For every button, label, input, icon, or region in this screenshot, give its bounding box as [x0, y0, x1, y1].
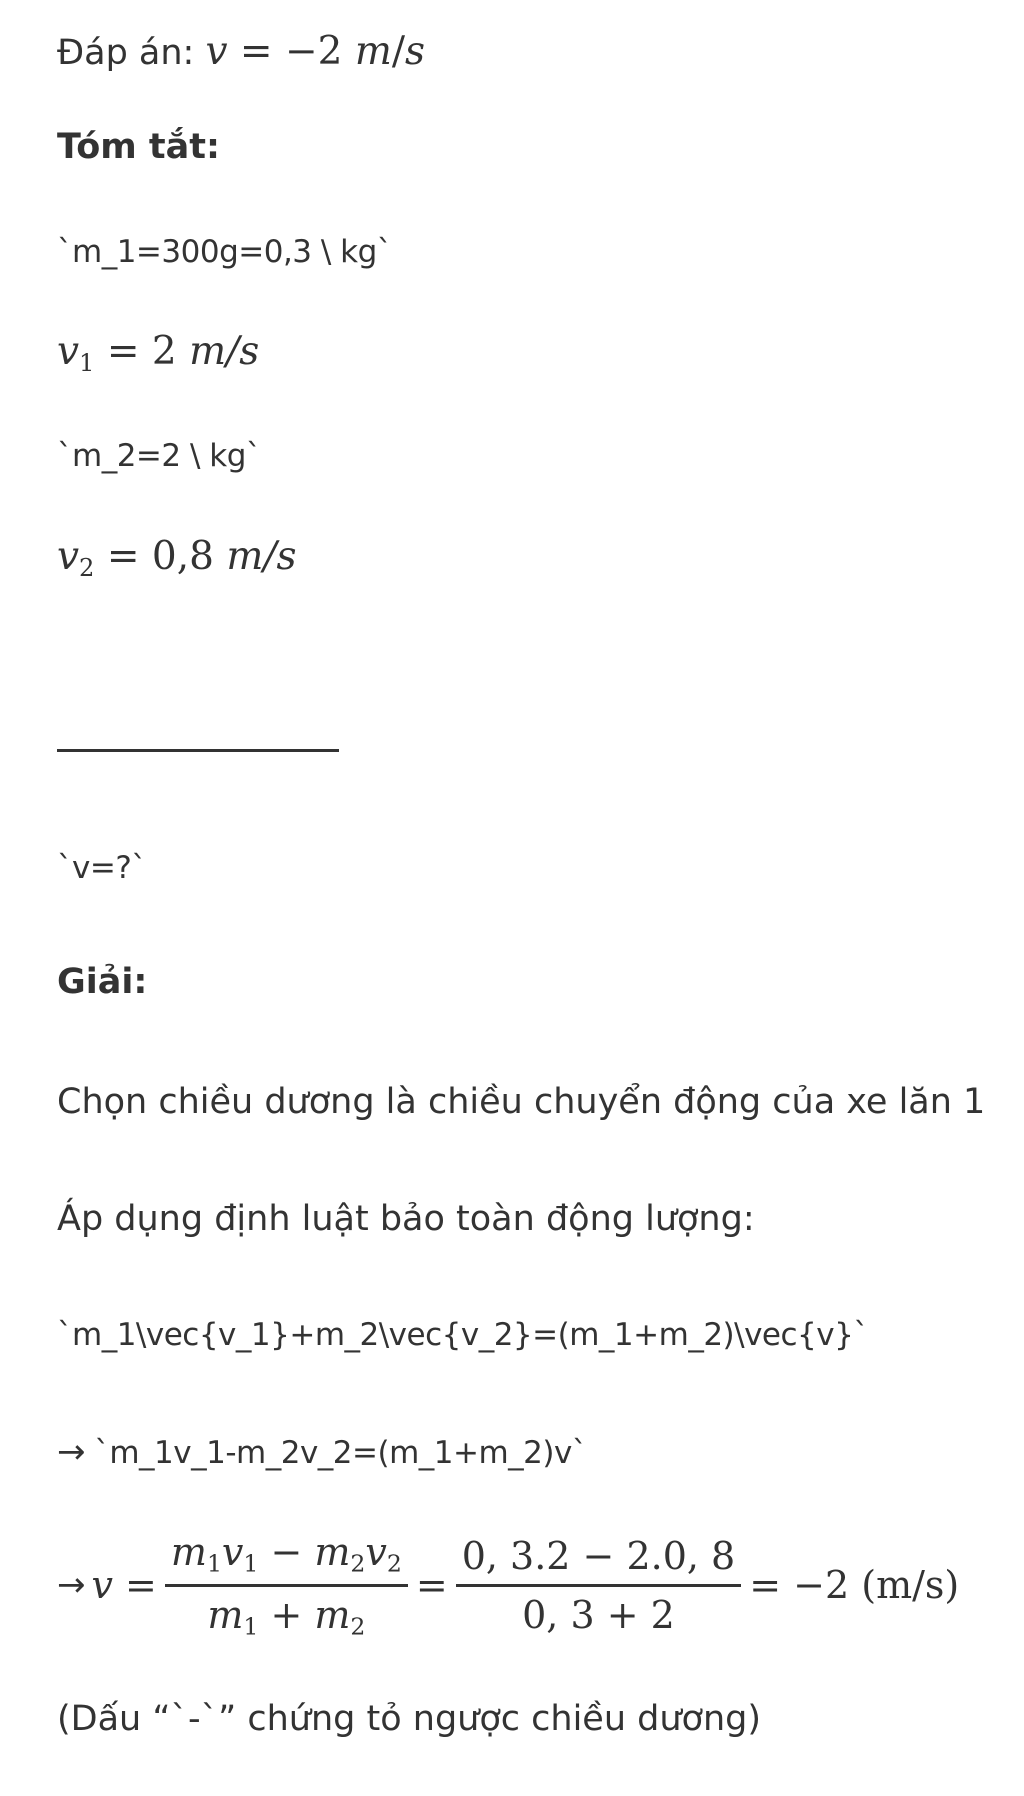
v1-unit: m/s [189, 329, 260, 374]
scalar-equation: `m_1v_1-m_2v_2=(m_1+m_2)v` [94, 1435, 587, 1471]
v2-unit: m/s [226, 534, 297, 579]
numeric-denominator: 0, 3 + 2 [522, 1592, 675, 1637]
vector-equation: `m_1\vec{v_1}+m_2\vec{v_2}=(m_1+m_2)\vec{v}` [57, 1317, 869, 1353]
v2-value: 0,8 [151, 534, 214, 579]
numeric-numerator: 0, 3.2 − 2.0, 8 [461, 1533, 736, 1578]
summary-divider [57, 749, 339, 752]
sign-note: (Dấu “`-`” chứng tỏ ngược chiều dương) [57, 1699, 761, 1739]
v2-given: $v_2 = 0,8$ m/s [57, 534, 297, 582]
choose-direction-text: Chọn chiều dương là chiều chuyển động của xe lăn 1 [57, 1082, 986, 1122]
v1-value: 2 [151, 329, 177, 374]
solution-heading: Giải: [57, 962, 148, 1002]
apply-law-text: Áp dụng định luật bảo toàn động lượng: [57, 1199, 755, 1239]
m1-given: `m_1=300g=0,3 \ kg` [57, 234, 392, 270]
summary-heading: Tóm tắt: [57, 127, 221, 167]
answer-label: Đáp án: [57, 33, 195, 73]
result-value: = −2 (m/s) [749, 1563, 960, 1607]
scalar-equation-line [57, 1430, 587, 1475]
answer-math: v = −2 m/s [205, 29, 426, 74]
numeric-fraction [456, 1534, 742, 1637]
symbolic-fraction: $\frac{m_1v_1 - m_2v_2}{m_1 + m_2}$ [165, 1530, 408, 1640]
m2-given: `m_2=2 \ kg` [57, 438, 261, 474]
arrow-icon: → [57, 1565, 86, 1605]
final-formula: → v = $\frac{m_1v_1 - m_2v_2}{m_1 + m_2}$ = $\frac{0, 3.2 - 2.0, 8}{0, 3 + 2}$ = −2 (m/s) [57, 1529, 960, 1641]
answer-line [57, 30, 425, 75]
v1-given: $v_1 = 2$ m/s [57, 329, 260, 377]
unknown-v: `v=?` [57, 850, 147, 886]
arrow-icon: → [57, 1432, 85, 1472]
